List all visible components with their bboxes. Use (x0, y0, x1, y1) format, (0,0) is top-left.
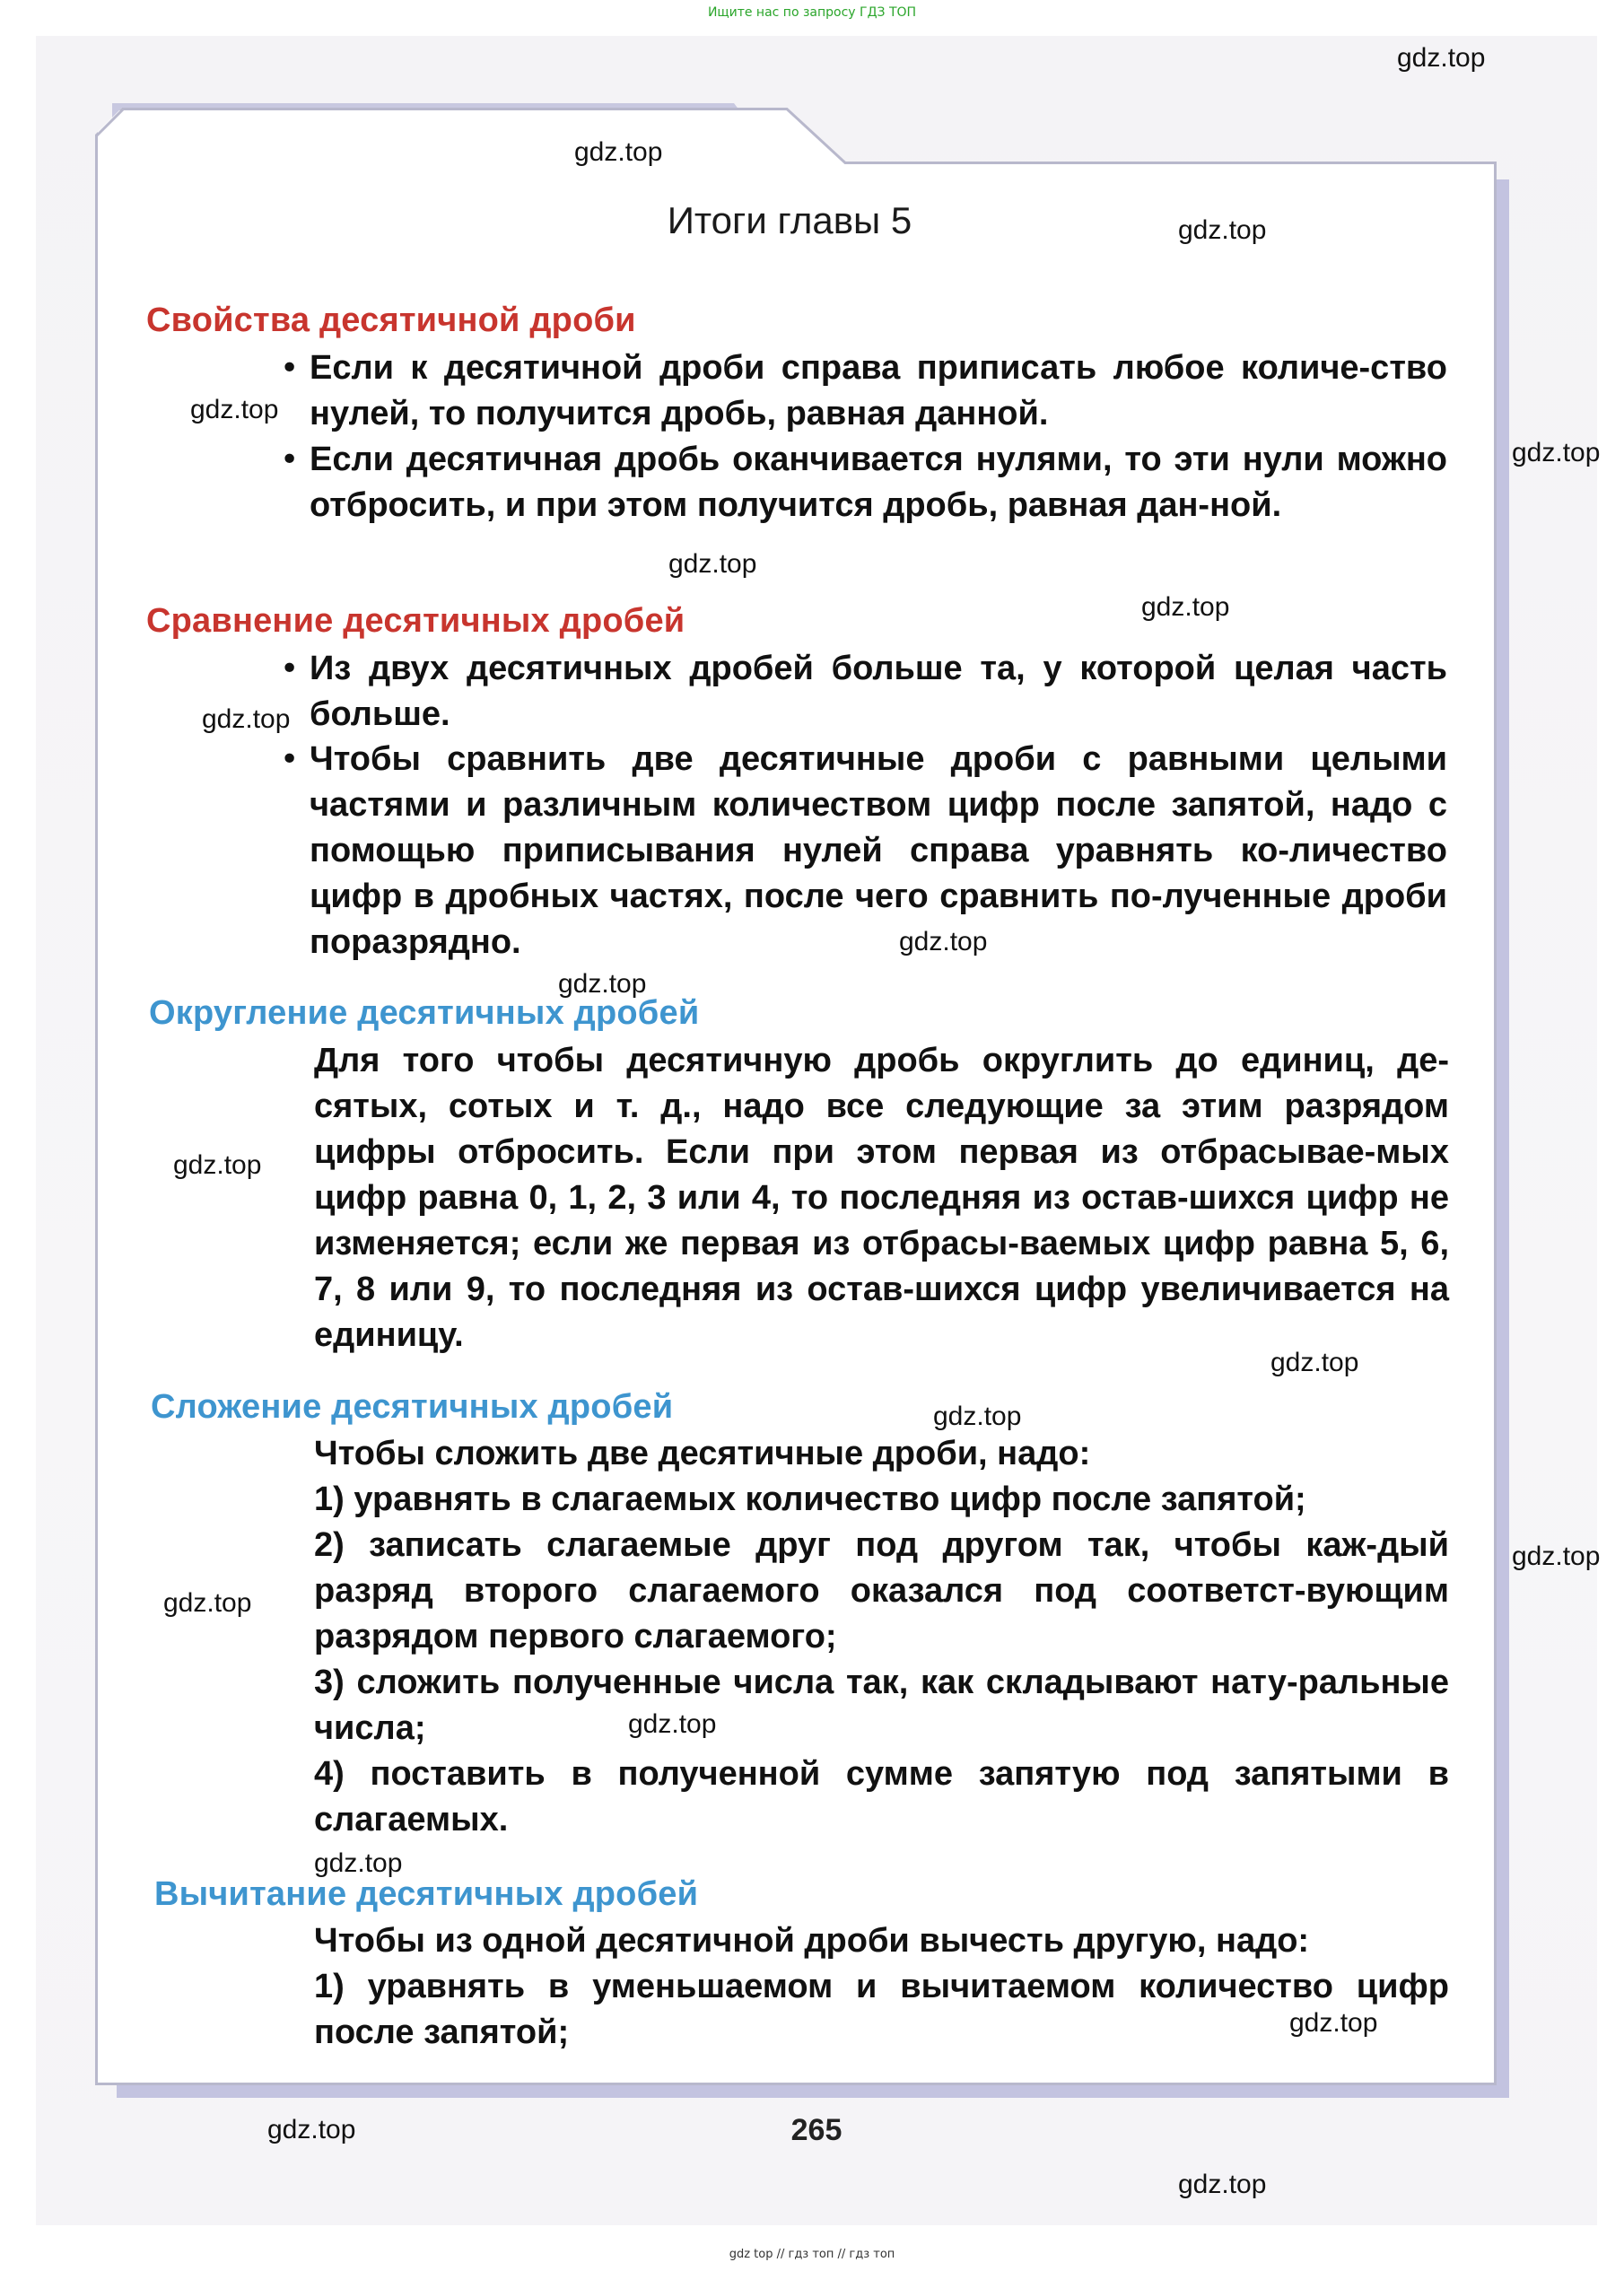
watermark: gdz.top (1512, 438, 1601, 467)
bullet-text: Из двух десятичных дробей больше та, у которой целая часть больше. (310, 650, 1447, 733)
subtraction-step: 1) уравнять в уменьшаемом и вычитаемом количество цифр после запятой; (314, 1968, 1449, 2051)
watermark: gdz.top (1512, 1542, 1601, 1571)
section-title-comparison: Сравнение десятичных дробей (146, 602, 685, 640)
section-title-subtraction: Вычитание десятичных дробей (154, 1875, 699, 1913)
header-link[interactable]: Ищите нас по запросу ГДЗ ТОП (707, 5, 917, 20)
addition-step: 2) записать слагаемые друг под другом так, чтобы каж-дый разряд второго слагаемого оказался под соответст-вующим разрядом первого слагаемого; (314, 1526, 1449, 1655)
watermark: gdz.top (1270, 1348, 1359, 1377)
addition-step: 3) сложить полученные числа так, как складывают нату-ральные числа; (314, 1664, 1449, 1747)
footer-link[interactable]: gdz top // гдз топ // гдз топ (729, 2248, 895, 2261)
watermark: gdz.top (1289, 2008, 1378, 2038)
section-title-addition: Сложение десятичных дробей (151, 1388, 674, 1426)
bullet-text: Если к десятичной дроби справа приписать любое количе-ство нулей, то получится дробь, равная данной. (310, 349, 1447, 432)
watermark: gdz.top (933, 1402, 1022, 1431)
addition-intro: Чтобы сложить две десятичные дроби, надо: (314, 1435, 1091, 1472)
bullet-text: Если десятичная дробь оканчивается нулями, то эти нули можно отбросить, и при этом получится дробь, равная дан-ной. (310, 441, 1447, 524)
watermark: gdz.top (574, 137, 663, 167)
subtraction-intro: Чтобы из одной десятичной дроби вычесть другую, надо: (314, 1922, 1310, 1960)
bullet-icon: • (280, 350, 300, 387)
watermark: gdz.top (190, 395, 279, 424)
watermark: gdz.top (1178, 2170, 1267, 2199)
watermark: gdz.top (314, 1848, 403, 1878)
page-number: 265 (790, 2113, 843, 2147)
watermark: gdz.top (628, 1709, 717, 1739)
bullet-icon: • (280, 651, 300, 687)
watermark: gdz.top (267, 2115, 356, 2144)
watermark: gdz.top (1141, 592, 1230, 622)
watermark: gdz.top (1397, 43, 1486, 73)
bullet-icon: • (280, 441, 300, 478)
addition-step: 4) поставить в полученной сумме запятую под запятыми в слагаемых. (314, 1755, 1449, 1839)
bullet-text: Чтобы сравнить две десятичные дроби с равными целыми частями и различным количеством цифр после запятой, надо с помощью приписывания нулей справа уравнять ко-личество цифр в дробных частях, после чего сравнить по-лученные дроби поразрядно. (310, 740, 1447, 961)
watermark: gdz.top (899, 927, 988, 956)
watermark: gdz.top (163, 1588, 252, 1618)
rounding-rule: Для того чтобы десятичную дробь округлить до единиц, де-сятых, сотых и т. д., надо все следующие за этим разрядом цифры отбросить. Если при этом первая из отбрасывае-мых цифр равна 0, 1, 2, 3 или 4, то последняя из остав-шихся цифр не изменяется; если же первая из отбрасы-ваемых цифр равна 5, 6, 7, 8 или 9, то последняя из остав-шихся цифр увеличивается на единицу. (314, 1042, 1449, 1354)
watermark: gdz.top (1178, 215, 1267, 245)
watermark: gdz.top (173, 1150, 262, 1180)
section-title-rounding: Округление десятичных дробей (149, 994, 700, 1032)
watermark: gdz.top (668, 549, 757, 579)
watermark: gdz.top (202, 704, 291, 734)
addition-step: 1) уравнять в слагаемых количество цифр после запятой; (314, 1481, 1306, 1518)
chapter-title: Итоги главы 5 (667, 199, 912, 241)
bullet-icon: • (280, 741, 300, 778)
section-title-properties: Свойства десятичной дроби (146, 301, 636, 339)
watermark: gdz.top (558, 969, 647, 999)
